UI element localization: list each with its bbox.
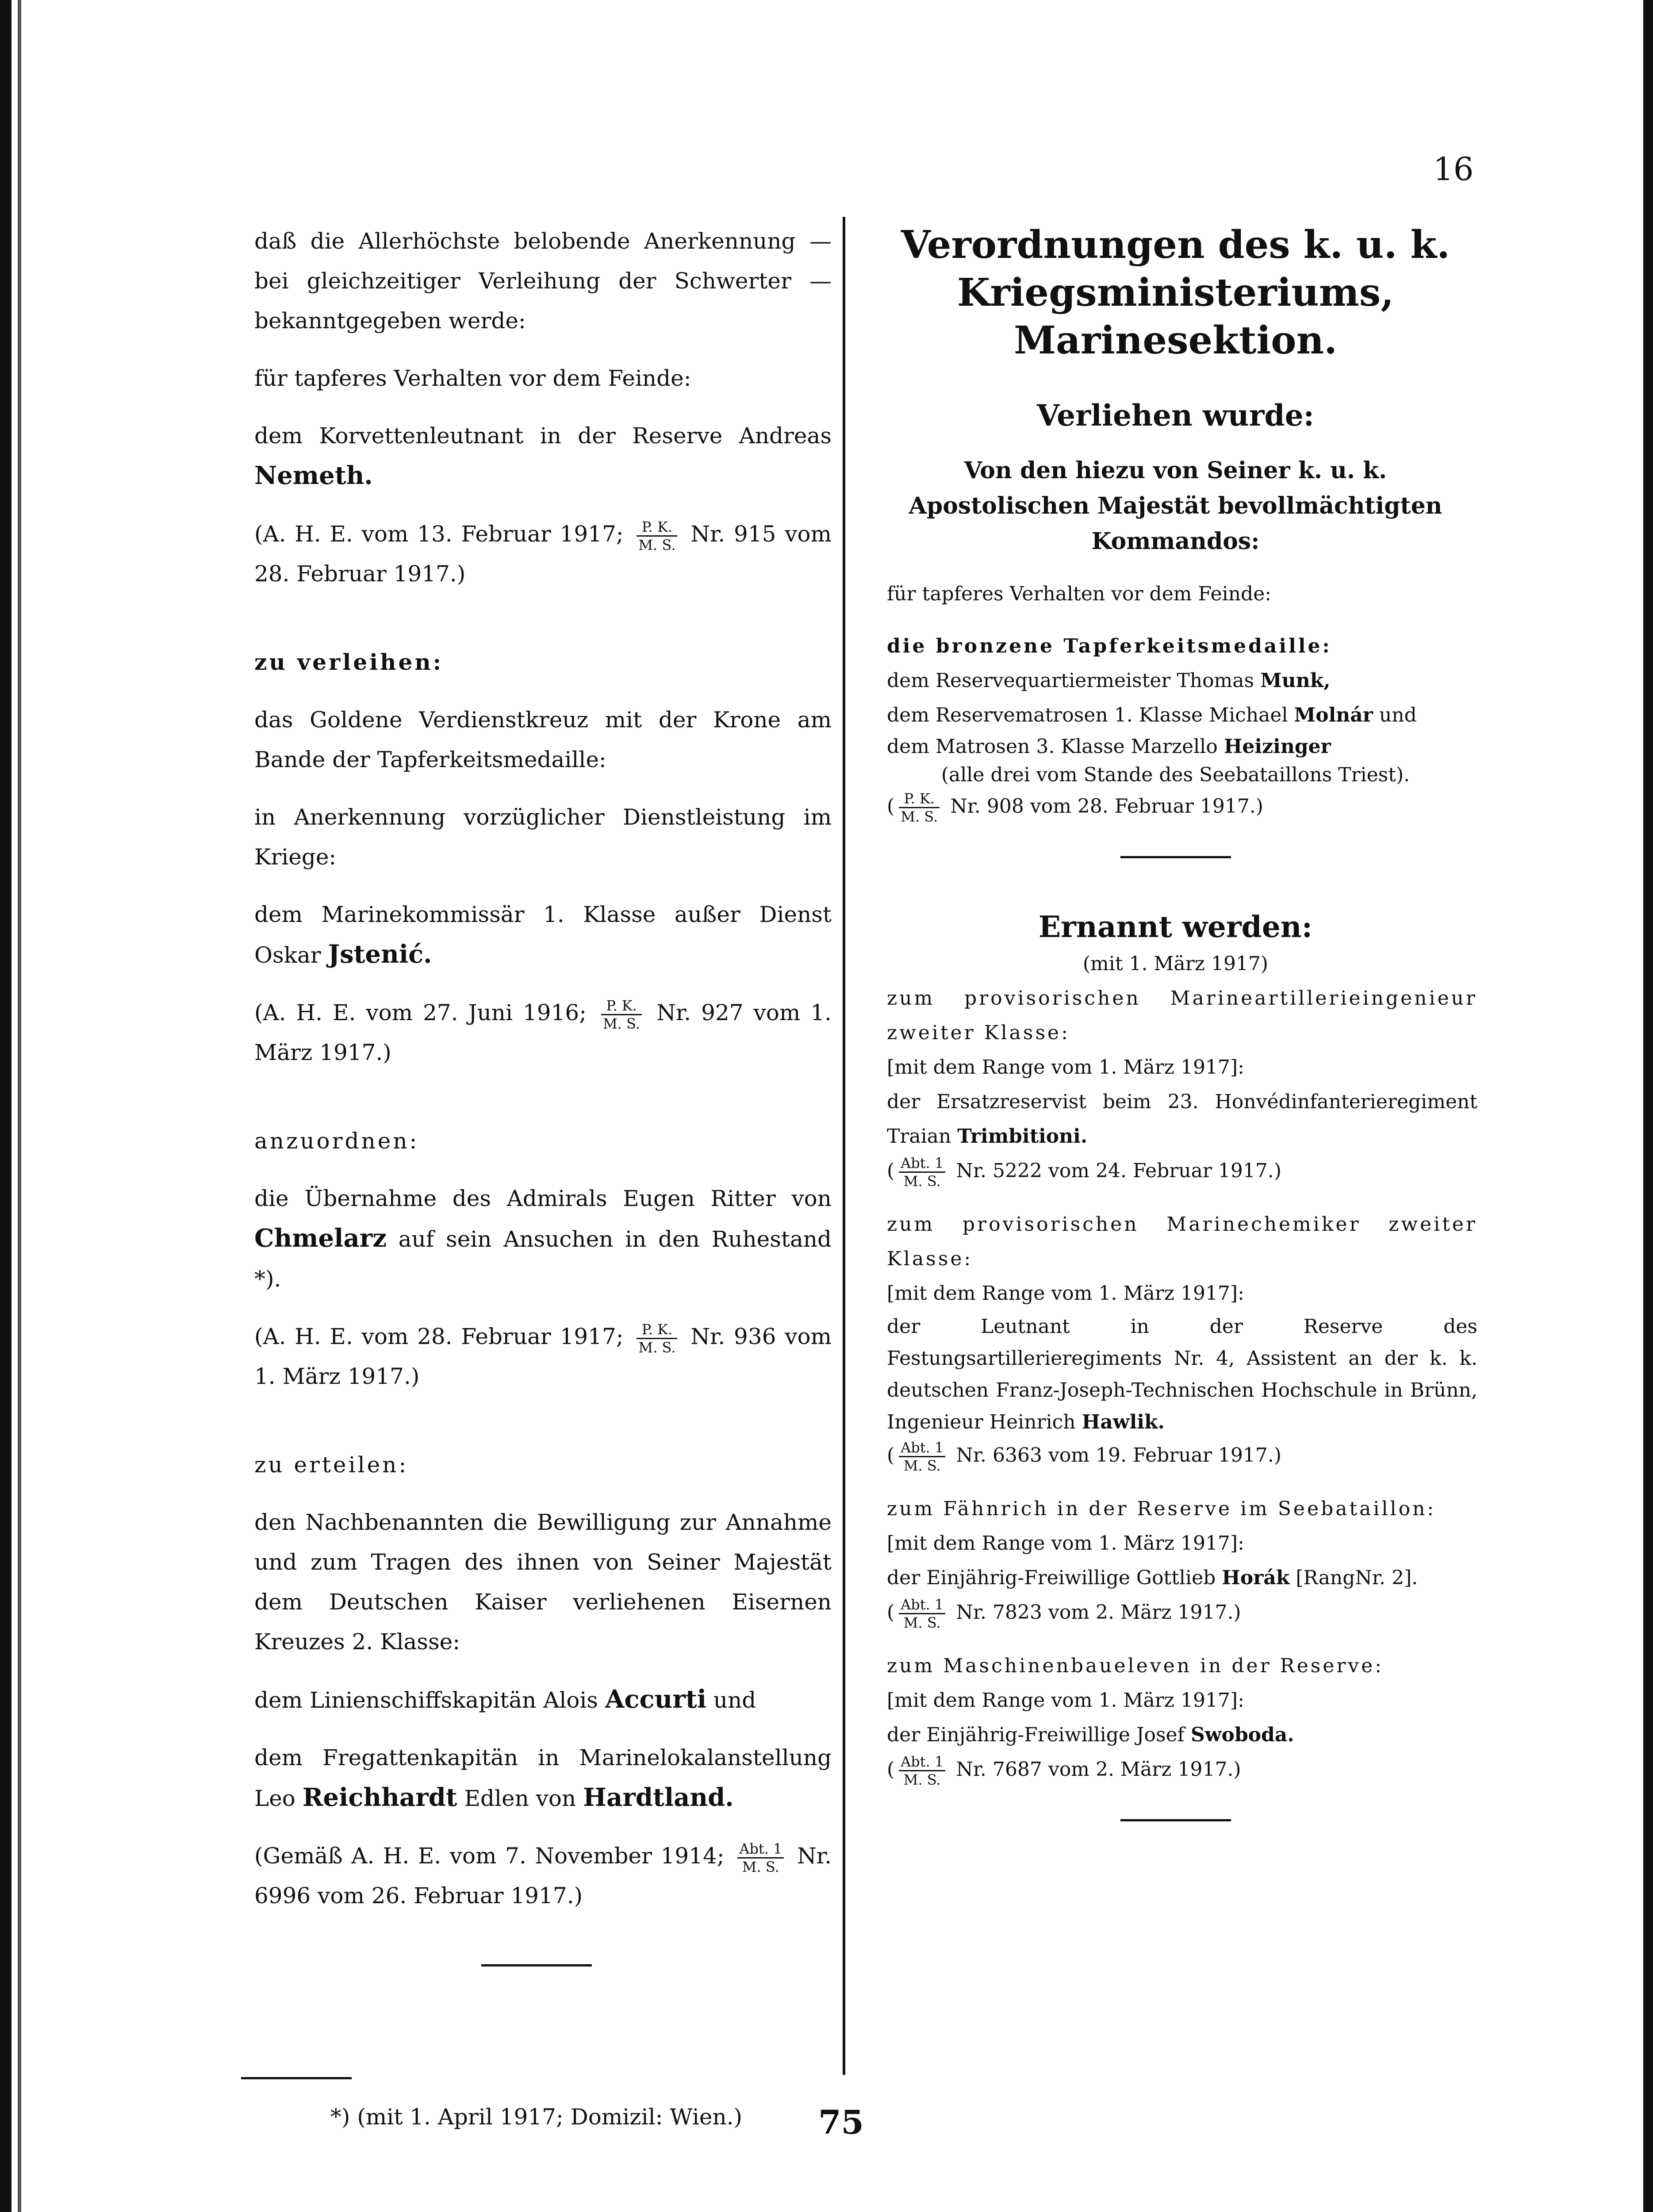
text-molnar-post: und (1379, 704, 1417, 726)
heading-zu-verleihen: zu verleihen: (254, 649, 444, 675)
paragraph-munk (874, 664, 1477, 698)
paragraph-anerkennung: daß die Allerhöchste belobende Anerkennung — bei gleichzeitiger Verleihung der Schwerter — bekanntgegeben werde: (254, 228, 832, 334)
paragraph-molnar (874, 698, 1477, 733)
text-accurti-pre: dem Linienschiffskapitän Alois (254, 1687, 598, 1713)
fraction-num: P. K. (601, 997, 642, 1015)
fraction-num: Abt. 1 (899, 1753, 945, 1771)
heading-ernannt-werden: Ernannt werden: (1038, 910, 1313, 944)
reference-3-pre: (A. H. E. vom 28. Februar 1917; (254, 1324, 624, 1349)
paragraph-accurti (241, 1679, 832, 1720)
right-column (874, 221, 1477, 1821)
text-hawlik-pre: der Leutnant in der Reserve des Festungsartillerieregiments Nr. 4, Assistent an der k. k. deutschen Franz-Joseph-Technischen Hochschule in Brünn, Ingenieur Heinrich (887, 1315, 1477, 1433)
separator-rule (1120, 1819, 1231, 1821)
fraction-den: M. S. (638, 1339, 676, 1356)
reference-r4-post: Nr. 7823 vom 2. März 1917.) (956, 1601, 1241, 1624)
name-swoboda: Swoboda. (1190, 1724, 1294, 1746)
reference-r3: ( $\frac{\text{Abt. 1}}{M. S.}$ Nr. 6363 vom 19. Februar 1917.) (887, 1439, 1282, 1474)
text-horak-post: [RangNr. 2]. (1296, 1567, 1418, 1589)
left-column (241, 221, 832, 2137)
reference-r5-post: Nr. 7687 vom 2. März 1917.) (956, 1758, 1241, 1781)
text-molnar-pre: dem Reservematrosen 1. Klasse Michael (887, 704, 1288, 726)
name-hardtland: Hardtland. (583, 1783, 734, 1812)
paragraph-trimbitioni (874, 1085, 1477, 1154)
reference-4 (241, 1836, 832, 1916)
paragraph-dienstleistung: in Anerkennung vorzüglicher Dienstleistung im Kriege: (254, 804, 832, 870)
paragraph-verdienstkreuz: das Goldene Verdienstkreuz mit der Krone am Bande der Tapferkeitsmedaille: (254, 707, 832, 772)
reference-r5: ( $\frac{\text{Abt. 1}}{M. S.}$ Nr. 7687 vom 2. März 1917.) (887, 1753, 1241, 1788)
text-heizinger-pre: dem Matrosen 3. Klasse Marzello (887, 735, 1218, 758)
reference-3 (241, 1317, 832, 1396)
fraction-den: M. S. (903, 1457, 941, 1474)
rang-1: [mit dem Range vom 1. März 1917]: (887, 1056, 1244, 1079)
heading-zu-erteilen: zu erteilen: (254, 1452, 409, 1478)
fraction-den: M. S. (903, 1771, 941, 1788)
name-horak: Horák (1222, 1567, 1290, 1589)
text-reichhardt-mid: Edlen von (464, 1786, 576, 1811)
paragraph-bewilligung: den Nachbenannten die Bewilligung zur Annahme und zum Tragen des ihnen von Seiner Majestät dem Deutschen Kaiser verliehenen Eisernen Kreuzes 2. Klasse: (254, 1509, 832, 1655)
fraction-abt-ms (899, 1596, 945, 1631)
paragraph-istenic (241, 895, 832, 975)
rang-2: [mit dem Range vom 1. März 1917]: (887, 1282, 1244, 1305)
text-reichhardt-pre: dem Fregattenkapitän in Marinelokalanstellung Leo (254, 1745, 832, 1811)
appointment-faehnrich: zum Fähnrich in der Reserve im Seebataillon: (887, 1498, 1436, 1520)
rang-4: [mit dem Range vom 1. März 1917]: (887, 1689, 1244, 1712)
fraction-num: P. K. (637, 518, 677, 537)
appointment-maschinenbaueleven: zum Maschinenbaueleven in der Reserve: (887, 1655, 1384, 1677)
fraction-den: M. S. (903, 1614, 941, 1631)
fraction-pk-ms (637, 1321, 677, 1356)
page-number-top: 16 (1433, 150, 1474, 188)
date-mit-maerz: (mit 1. März 1917) (1082, 952, 1269, 975)
paragraph-swoboda (874, 1718, 1477, 1752)
reference-1 (241, 514, 832, 594)
text-trimbitioni-pre: der Ersatzreservist beim 23. Honvédinfanterieregiment Traian (887, 1091, 1477, 1148)
heading-anzuordnen: anzuordnen: (254, 1128, 419, 1154)
reference-2 (241, 993, 832, 1072)
reference-r4: ( $\frac{\text{Abt. 1}}{M. S.}$ Nr. 7823 vom 2. März 1917.) (887, 1596, 1241, 1631)
name-reichhardt: Reichhardt (302, 1783, 457, 1812)
reference-r1: ( $\frac{P. K.}{M. S.}$ Nr. 908 vom 28. Februar 1917.) (887, 790, 1263, 825)
fraction-abt-ms (899, 1753, 945, 1788)
paragraph-chmelarz (241, 1179, 832, 1299)
fraction-den: M. S. (903, 1173, 941, 1190)
name-nemeth: Nemeth. (254, 461, 373, 490)
name-munk: Munk, (1260, 669, 1331, 692)
reference-1-post: Nr. 915 vom 28. Februar 1917.) (254, 521, 832, 587)
fraction-abt-ms (899, 1155, 945, 1190)
fraction-num: Abt. 1 (899, 1596, 945, 1614)
heading-verliehen-wurde: Verliehen wurde: (1036, 398, 1315, 433)
name-accurti: Accurti (605, 1685, 706, 1714)
reference-3-post: Nr. 936 vom 1. März 1917.) (254, 1324, 832, 1389)
fraction-den: M. S. (603, 1015, 640, 1032)
reference-4-pre: (Gemäß A. H. E. vom 7. November 1914; (254, 1843, 725, 1869)
fraction-pk-ms (601, 997, 642, 1032)
name-hawlik: Hawlik. (1082, 1411, 1165, 1433)
paragraph-tapferes-verhalten: für tapferes Verhalten vor dem Feinde: (887, 583, 1272, 605)
fraction-pk-ms (637, 518, 677, 553)
paragraph-nemeth (241, 416, 832, 496)
name-chmelarz: Chmelarz (254, 1224, 387, 1253)
scan-edge-shadow (18, 0, 21, 2212)
name-heizinger: Heizinger (1223, 735, 1331, 758)
fraction-abt-ms (737, 1840, 784, 1875)
reference-4-post: Nr. 6996 vom 26. Februar 1917.) (254, 1843, 832, 1909)
text-swoboda-pre: der Einjährig-Freiwillige Josef (887, 1724, 1185, 1746)
footnote: *) (mit 1. April 1917; Domizil: Wien.) (330, 2104, 743, 2130)
column-divider (843, 217, 845, 2075)
text-chmelarz-pre: die Übernahme des Admirals Eugen Ritter von (254, 1186, 832, 1211)
page-number-bottom: 75 (818, 2104, 864, 2142)
text-nemeth-pre: dem Korvettenleutnant in der Reserve Andreas (254, 423, 832, 449)
scan-edge-left (0, 0, 12, 2212)
reference-2-pre: (A. H. E. vom 27. Juni 1916; (254, 1000, 587, 1025)
text-istenic-pre: dem Marinekommissär 1. Klasse außer Dienst Oskar (254, 902, 832, 968)
section-title: Verordnungen des k. u. k. Kriegsministeriums, Marinesektion. (901, 223, 1450, 363)
reference-r2-post: Nr. 5222 vom 24. Februar 1917.) (956, 1160, 1282, 1182)
reference-r1-post: Nr. 908 vom 28. Februar 1917.) (950, 795, 1263, 818)
reference-2-post: Nr. 927 vom 1. März 1917.) (254, 1000, 832, 1065)
fraction-num: P. K. (637, 1321, 677, 1339)
scan-edge-right (1643, 0, 1653, 2212)
reference-1-pre: (A. H. E. vom 13. Februar 1917; (254, 521, 624, 547)
text-munk-pre: dem Reservequartiermeister Thomas (887, 669, 1254, 692)
paragraph-heizinger (874, 733, 1477, 761)
fraction-num: Abt. 1 (899, 1155, 945, 1173)
appointment-marinechemiker: zum provisorischen Marinechemiker zweiter Klasse: (887, 1213, 1477, 1270)
fraction-abt-ms (899, 1439, 945, 1474)
note-seebataillon: (alle drei vom Stande des Seebataillons Triest). (941, 764, 1410, 786)
reference-r3-post: Nr. 6363 vom 19. Februar 1917.) (956, 1444, 1282, 1467)
fraction-num: P. K. (899, 790, 940, 808)
paragraph-hawlik (874, 1311, 1477, 1438)
subheading-kommandos: Von den hiezu von Seiner k. u. k. Apostolischen Majestät bevollmächtigten Kommandos: (909, 457, 1442, 555)
paragraph-tapferes-verhalten: für tapferes Verhalten vor dem Feinde: (254, 365, 691, 391)
fraction-den: M. S. (901, 808, 938, 825)
fraction-num: Abt. 1 (899, 1439, 945, 1457)
reference-r2: ( $\frac{\text{Abt. 1}}{M. S.}$ Nr. 5222 vom 24. Februar 1917.) (887, 1155, 1282, 1190)
rang-3: [mit dem Range vom 1. März 1917]: (887, 1532, 1244, 1555)
paragraph-tapferkeitsmedaille: die bronzene Tapferkeitsmedaille: (887, 635, 1332, 657)
fraction-den: M. S. (742, 1858, 779, 1875)
name-trimbitioni: Trimbitioni. (957, 1125, 1088, 1148)
appointment-marineartillerieingenieur: zum provisorischen Marineartillerieingenieur zweiter Klasse: (887, 987, 1477, 1044)
text-horak-pre: der Einjährig-Freiwillige Gottlieb (887, 1567, 1216, 1589)
fraction-num: Abt. 1 (737, 1840, 784, 1859)
name-istenic: Jstenić. (328, 940, 432, 969)
text-accurti-post: und (713, 1687, 756, 1713)
fraction-pk-ms (899, 790, 940, 825)
paragraph-reichhardt (241, 1738, 832, 1818)
text-chmelarz-post: auf sein Ansuchen in den Ruhestand *). (254, 1226, 832, 1292)
fraction-den: M. S. (638, 536, 676, 553)
paragraph-horak (874, 1561, 1477, 1595)
name-molnar: Molnár (1294, 704, 1373, 726)
